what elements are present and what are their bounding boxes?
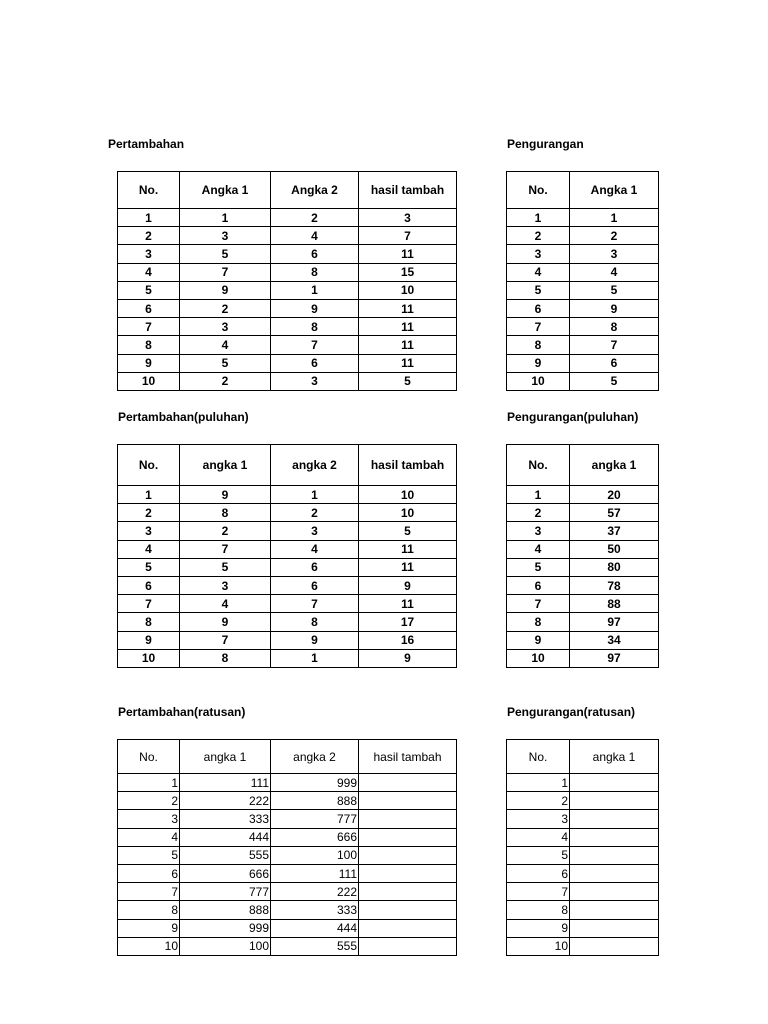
table-cell: 7 — [180, 540, 271, 558]
table-row — [507, 209, 659, 227]
table-cell: 4 — [118, 540, 180, 558]
table-cell: 4 — [180, 336, 271, 354]
table-cell: 2 — [271, 504, 359, 522]
table-cell: 34 — [570, 631, 659, 649]
table-cell: 10 — [118, 372, 180, 390]
column-header: hasil tambah — [359, 172, 457, 209]
table-row — [507, 281, 659, 299]
table-cell: 5 — [118, 281, 180, 299]
table-row — [118, 372, 457, 390]
table-row — [118, 846, 457, 864]
table-cell: 444 — [271, 919, 359, 937]
table-cell: 2 — [271, 209, 359, 227]
table-cell: 8 — [271, 318, 359, 336]
table-cell — [570, 774, 659, 792]
table-cell: 5 — [570, 281, 659, 299]
table-cell: 9 — [271, 631, 359, 649]
table-cell: 97 — [570, 613, 659, 631]
table-cell — [359, 901, 457, 919]
table-cell: 11 — [359, 540, 457, 558]
table-row — [507, 318, 659, 336]
table-cell: 333 — [180, 810, 271, 828]
table-cell: 57 — [570, 504, 659, 522]
table-cell — [570, 828, 659, 846]
table-row — [507, 336, 659, 354]
table-row — [507, 595, 659, 613]
table-cell: 1 — [271, 486, 359, 504]
table-cell: 3 — [118, 522, 180, 540]
table-cell: 3 — [118, 245, 180, 263]
column-header: No. — [507, 172, 570, 209]
table-row — [507, 299, 659, 317]
table-row — [118, 318, 457, 336]
table-cell: 777 — [271, 810, 359, 828]
table-cell: 9 — [507, 919, 570, 937]
table-cell: 8 — [180, 649, 271, 667]
table-row — [507, 372, 659, 390]
table-cell: 9 — [118, 631, 180, 649]
table-cell: 2 — [180, 372, 271, 390]
header-row — [507, 740, 659, 774]
table-row — [507, 522, 659, 540]
table-cell: 6 — [570, 354, 659, 372]
table-cell: 1 — [118, 209, 180, 227]
table-cell: 3 — [507, 522, 570, 540]
header-row — [118, 172, 457, 209]
table-row — [118, 792, 457, 810]
column-header: No. — [118, 740, 180, 774]
table-cell: 2 — [507, 504, 570, 522]
table-cell: 6 — [118, 299, 180, 317]
table-row — [507, 576, 659, 594]
table-pertambahan-puluhan — [117, 444, 457, 668]
table-cell — [570, 810, 659, 828]
table-cell: 50 — [570, 540, 659, 558]
table-cell: 20 — [570, 486, 659, 504]
table-cell: 7 — [507, 595, 570, 613]
table-row — [507, 613, 659, 631]
table-cell: 333 — [271, 901, 359, 919]
table-cell: 1 — [271, 649, 359, 667]
table-cell: 10 — [359, 504, 457, 522]
table-row — [118, 864, 457, 882]
table-cell: 888 — [271, 792, 359, 810]
table-row — [118, 227, 457, 245]
table-cell — [359, 792, 457, 810]
table-cell: 16 — [359, 631, 457, 649]
table-row — [118, 883, 457, 901]
table-cell: 2 — [118, 227, 180, 245]
column-header: angka 1 — [180, 445, 271, 486]
table-cell: 6 — [507, 576, 570, 594]
table-cell: 9 — [118, 354, 180, 372]
table-cell: 1 — [507, 774, 570, 792]
table-cell: 97 — [570, 649, 659, 667]
table-row — [118, 919, 457, 937]
table-cell: 5 — [180, 354, 271, 372]
table-cell: 6 — [271, 576, 359, 594]
table-cell: 3 — [570, 245, 659, 263]
column-header: No. — [118, 172, 180, 209]
table-cell: 7 — [180, 263, 271, 281]
column-header: No. — [507, 740, 570, 774]
table-cell: 7 — [570, 336, 659, 354]
table-row — [118, 828, 457, 846]
table-cell: 8 — [118, 336, 180, 354]
table-cell: 10 — [359, 281, 457, 299]
column-header: Angka 1 — [570, 172, 659, 209]
table-row — [118, 354, 457, 372]
table-cell: 4 — [507, 828, 570, 846]
table-cell — [570, 919, 659, 937]
table-cell: 5 — [507, 281, 570, 299]
table-cell: 3 — [507, 245, 570, 263]
table-cell — [570, 937, 659, 955]
table-row — [118, 336, 457, 354]
table-cell: 88 — [570, 595, 659, 613]
column-header: hasil tambah — [359, 445, 457, 486]
table-row — [118, 810, 457, 828]
table-cell — [359, 810, 457, 828]
table-cell: 111 — [271, 864, 359, 882]
table-cell: 6 — [118, 864, 180, 882]
table-cell — [359, 864, 457, 882]
table-row — [507, 631, 659, 649]
table-cell: 6 — [271, 558, 359, 576]
table-cell: 7 — [118, 883, 180, 901]
table-cell: 2 — [570, 227, 659, 245]
table-row — [507, 540, 659, 558]
table-cell: 666 — [271, 828, 359, 846]
table-row — [507, 486, 659, 504]
table-cell: 5 — [118, 558, 180, 576]
table-cell: 2 — [507, 227, 570, 245]
table-cell: 222 — [180, 792, 271, 810]
table-cell: 2 — [118, 792, 180, 810]
section-title-pengurangan: Pengurangan — [507, 137, 584, 151]
table-cell: 100 — [180, 937, 271, 955]
table-cell: 5 — [570, 372, 659, 390]
table-cell: 1 — [570, 209, 659, 227]
table-row — [118, 281, 457, 299]
table-cell: 11 — [359, 299, 457, 317]
table-cell — [570, 901, 659, 919]
table-pertambahan — [117, 171, 457, 391]
table-cell: 5 — [359, 372, 457, 390]
table-cell: 5 — [180, 558, 271, 576]
column-header: No. — [507, 445, 570, 486]
table-cell: 7 — [180, 631, 271, 649]
table-cell: 3 — [180, 576, 271, 594]
table-cell: 3 — [271, 372, 359, 390]
table-row — [118, 937, 457, 955]
column-header: Angka 1 — [180, 172, 271, 209]
table-cell: 8 — [507, 336, 570, 354]
table-cell: 80 — [570, 558, 659, 576]
table-cell: 7 — [118, 595, 180, 613]
table-row — [118, 901, 457, 919]
table-cell: 666 — [180, 864, 271, 882]
table-cell: 6 — [118, 576, 180, 594]
table-row — [118, 631, 457, 649]
table-cell: 8 — [180, 504, 271, 522]
table-row — [507, 263, 659, 281]
table-cell: 5 — [118, 846, 180, 864]
table-cell: 11 — [359, 354, 457, 372]
table-row — [118, 576, 457, 594]
table-cell: 4 — [271, 540, 359, 558]
table-cell: 100 — [271, 846, 359, 864]
table-row — [507, 227, 659, 245]
column-header: angka 1 — [180, 740, 271, 774]
header-row — [507, 445, 659, 486]
table-row — [507, 828, 659, 846]
table-row — [118, 299, 457, 317]
table-cell: 5 — [359, 522, 457, 540]
table-cell: 4 — [118, 263, 180, 281]
table-cell: 4 — [118, 828, 180, 846]
column-header: angka 1 — [570, 445, 659, 486]
table-cell: 888 — [180, 901, 271, 919]
column-header: angka 2 — [271, 740, 359, 774]
table-row — [118, 209, 457, 227]
table-cell: 7 — [271, 595, 359, 613]
table-cell: 9 — [180, 486, 271, 504]
table-cell: 9 — [180, 281, 271, 299]
table-row — [118, 504, 457, 522]
table-cell — [359, 937, 457, 955]
table-cell: 7 — [359, 227, 457, 245]
table-cell: 3 — [180, 318, 271, 336]
table-cell — [570, 883, 659, 901]
table-cell: 9 — [271, 299, 359, 317]
column-header: angka 2 — [271, 445, 359, 486]
table-cell: 111 — [180, 774, 271, 792]
table-cell: 1 — [507, 209, 570, 227]
table-cell: 555 — [180, 846, 271, 864]
table-cell: 11 — [359, 336, 457, 354]
table-cell: 2 — [507, 792, 570, 810]
table-cell: 8 — [118, 613, 180, 631]
table-cell — [359, 846, 457, 864]
table-cell: 3 — [359, 209, 457, 227]
table-cell: 3 — [180, 227, 271, 245]
table-cell: 1 — [118, 486, 180, 504]
table-cell: 9 — [570, 299, 659, 317]
table-row — [118, 558, 457, 576]
table-cell: 15 — [359, 263, 457, 281]
table-cell: 5 — [507, 846, 570, 864]
table-cell: 2 — [118, 504, 180, 522]
table-row — [507, 846, 659, 864]
table-cell: 999 — [271, 774, 359, 792]
table-row — [507, 883, 659, 901]
table-row — [507, 558, 659, 576]
table-cell: 222 — [271, 883, 359, 901]
table-row — [118, 522, 457, 540]
table-cell: 444 — [180, 828, 271, 846]
section-title-pengurangan-ratusan: Pengurangan(ratusan) — [507, 705, 636, 719]
table-row — [118, 649, 457, 667]
table-cell: 4 — [271, 227, 359, 245]
table-row — [507, 245, 659, 263]
table-cell: 3 — [271, 522, 359, 540]
table-row — [118, 774, 457, 792]
table-cell: 10 — [507, 372, 570, 390]
table-cell: 9 — [359, 576, 457, 594]
table-cell: 11 — [359, 558, 457, 576]
table-row — [118, 245, 457, 263]
table-pengurangan-puluhan — [506, 444, 659, 668]
table-cell: 1 — [507, 486, 570, 504]
table-cell: 8 — [507, 901, 570, 919]
table-row — [507, 504, 659, 522]
table-cell: 10 — [118, 649, 180, 667]
table-cell: 8 — [271, 263, 359, 281]
section-title-pertambahan-puluhan: Pertambahan(puluhan) — [118, 410, 249, 424]
header-row — [118, 445, 457, 486]
table-cell: 4 — [507, 263, 570, 281]
table-pengurangan-ratusan — [506, 739, 659, 956]
table-row — [507, 919, 659, 937]
table-cell: 3 — [118, 810, 180, 828]
table-cell: 10 — [507, 649, 570, 667]
table-cell: 5 — [180, 245, 271, 263]
table-cell: 9 — [359, 649, 457, 667]
table-cell: 1 — [118, 774, 180, 792]
table-cell: 8 — [271, 613, 359, 631]
table-cell: 777 — [180, 883, 271, 901]
table-cell: 7 — [507, 883, 570, 901]
table-cell: 9 — [507, 354, 570, 372]
table-cell: 555 — [271, 937, 359, 955]
table-cell: 5 — [507, 558, 570, 576]
table-cell: 7 — [507, 318, 570, 336]
table-cell — [359, 919, 457, 937]
table-cell: 8 — [570, 318, 659, 336]
table-cell: 2 — [180, 522, 271, 540]
table-cell: 17 — [359, 613, 457, 631]
section-title-pertambahan: Pertambahan — [108, 137, 185, 151]
table-cell: 6 — [271, 245, 359, 263]
table-cell: 9 — [118, 919, 180, 937]
table-pengurangan — [506, 171, 659, 391]
table-cell — [359, 828, 457, 846]
table-cell: 4 — [507, 540, 570, 558]
table-row — [118, 595, 457, 613]
table-row — [507, 864, 659, 882]
table-cell: 37 — [570, 522, 659, 540]
table-cell — [359, 883, 457, 901]
table-row — [118, 263, 457, 281]
table-cell: 11 — [359, 245, 457, 263]
table-cell: 11 — [359, 318, 457, 336]
table-cell — [570, 792, 659, 810]
header-row — [507, 172, 659, 209]
section-title-pengurangan-puluhan: Pengurangan(puluhan) — [507, 410, 639, 424]
table-cell: 999 — [180, 919, 271, 937]
table-row — [118, 613, 457, 631]
table-cell: 1 — [180, 209, 271, 227]
table-cell: 8 — [507, 613, 570, 631]
column-header: No. — [118, 445, 180, 486]
table-row — [118, 540, 457, 558]
column-header: angka 1 — [570, 740, 659, 774]
table-cell: 3 — [507, 810, 570, 828]
table-cell: 6 — [271, 354, 359, 372]
table-cell: 10 — [118, 937, 180, 955]
table-row — [507, 792, 659, 810]
table-cell — [570, 864, 659, 882]
table-cell: 4 — [180, 595, 271, 613]
table-row — [507, 810, 659, 828]
table-cell: 7 — [118, 318, 180, 336]
table-row — [507, 901, 659, 919]
table-row — [507, 937, 659, 955]
table-cell: 6 — [507, 864, 570, 882]
table-cell: 1 — [271, 281, 359, 299]
table-cell: 9 — [180, 613, 271, 631]
table-cell: 7 — [271, 336, 359, 354]
table-cell: 10 — [507, 937, 570, 955]
table-cell: 78 — [570, 576, 659, 594]
table-row — [507, 354, 659, 372]
header-row — [118, 740, 457, 774]
table-cell: 4 — [570, 263, 659, 281]
table-cell — [570, 846, 659, 864]
table-row — [507, 774, 659, 792]
section-title-pertambahan-ratusan: Pertambahan(ratusan) — [118, 705, 246, 719]
table-cell: 2 — [180, 299, 271, 317]
table-pertambahan-ratusan — [117, 739, 457, 956]
table-cell: 10 — [359, 486, 457, 504]
table-cell: 11 — [359, 595, 457, 613]
table-row — [118, 486, 457, 504]
table-cell — [359, 774, 457, 792]
table-row — [507, 649, 659, 667]
table-cell: 8 — [118, 901, 180, 919]
column-header: Angka 2 — [271, 172, 359, 209]
column-header: hasil tambah — [359, 740, 457, 774]
table-cell: 6 — [507, 299, 570, 317]
table-cell: 9 — [507, 631, 570, 649]
